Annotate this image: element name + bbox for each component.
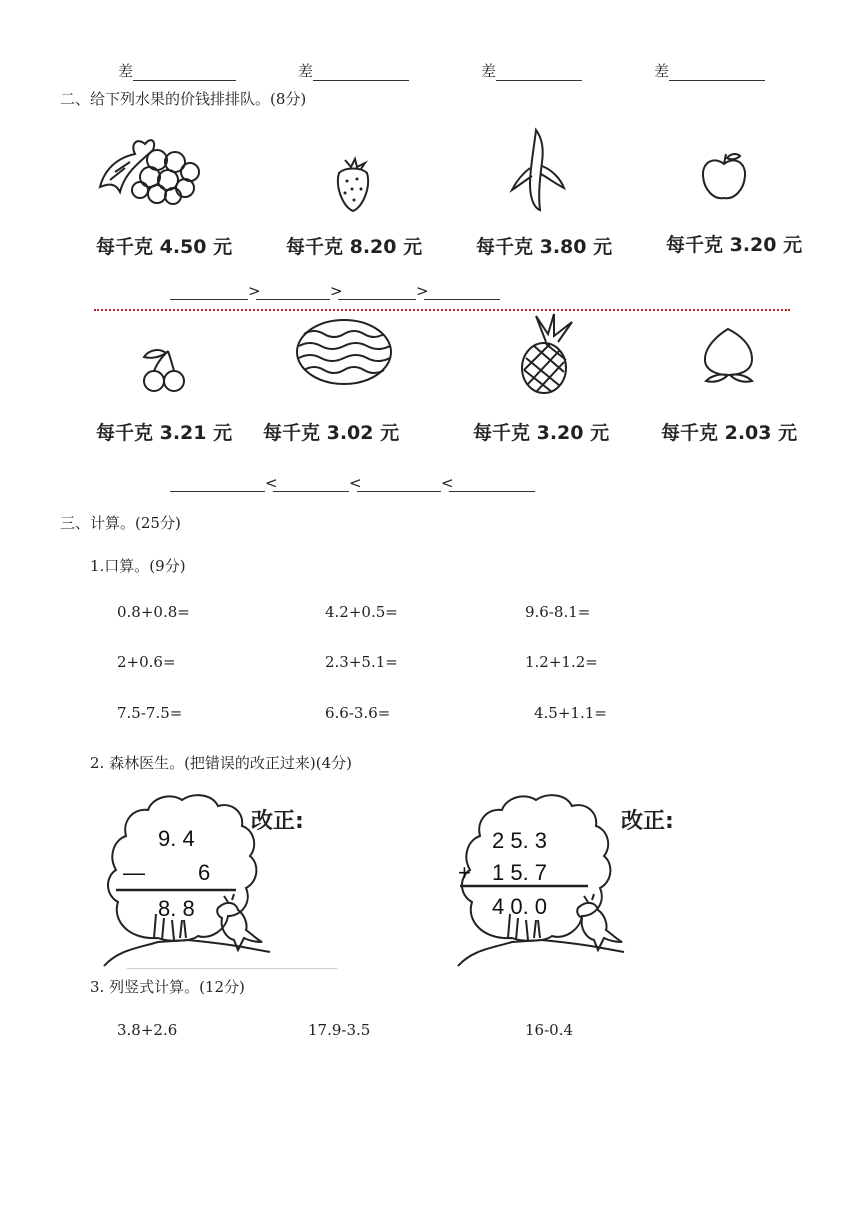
pineapple-icon	[516, 314, 578, 394]
strawberry-icon	[333, 155, 373, 213]
mental-math-item: 0.8+0.8=	[117, 603, 190, 621]
answer-blank[interactable]	[338, 281, 416, 300]
answer-blank[interactable]	[133, 63, 236, 81]
answer-blank[interactable]	[313, 63, 409, 81]
apple-icon	[700, 150, 748, 202]
answer-blank[interactable]	[424, 281, 500, 300]
tree-operator: —	[123, 860, 145, 885]
tree-number: 8. 8	[158, 896, 195, 921]
watermelon-icon	[294, 318, 394, 386]
mental-math-item: 1.2+1.2=	[525, 653, 598, 671]
diff-label: 差	[298, 62, 314, 80]
mental-math-item: 4.5+1.1=	[534, 704, 607, 722]
correction-label: 改正:	[251, 809, 304, 834]
diff-blank-2	[298, 60, 409, 81]
less-than-symbol: <	[349, 474, 362, 492]
price-label: 每千克 3.02 元	[263, 422, 400, 444]
diff-label: 差	[118, 62, 134, 80]
answer-blank[interactable]	[496, 63, 582, 81]
price-label: 每千克 3.80 元	[476, 236, 613, 258]
diff-blank-1	[118, 60, 236, 81]
cherry-icon	[138, 345, 190, 393]
mental-math-item: 6.6-3.6=	[325, 704, 391, 722]
greater-than-symbol: >	[416, 282, 429, 300]
grapes-icon	[95, 132, 205, 207]
tree-number: 9. 4	[158, 826, 195, 851]
part3-title: 3. 列竖式计算。(12分)	[90, 978, 245, 996]
section3-title: 三、计算。(25分)	[60, 514, 181, 532]
vertical-calc-item: 3.8+2.6	[117, 1021, 178, 1039]
tree-operator: +	[458, 860, 471, 885]
diff-label: 差	[481, 62, 497, 80]
answer-blank[interactable]	[170, 281, 248, 300]
diff-blank-3	[481, 60, 582, 81]
diff-blank-4	[654, 60, 765, 81]
price-label: 每千克 3.20 元	[666, 234, 803, 256]
part1-title: 1.口算。(9分)	[90, 557, 186, 575]
correction-label: 改正:	[621, 809, 674, 834]
tree-number: 4 0. 0	[492, 894, 548, 919]
part2-title: 2. 森林医生。(把错误的改正过来)(4分)	[90, 754, 353, 772]
answer-blank[interactable]	[357, 473, 441, 492]
mental-math-item: 2.3+5.1=	[325, 653, 398, 671]
section-divider	[94, 309, 790, 311]
mental-math-item: 4.2+0.5=	[325, 603, 398, 621]
peach-icon	[700, 325, 758, 385]
mental-math-item: 7.5-7.5=	[117, 704, 183, 722]
answer-blank[interactable]	[256, 281, 330, 300]
answer-blank[interactable]	[273, 473, 349, 492]
section2-title: 二、给下列水果的价钱排排队。(8分)	[60, 90, 307, 108]
price-label: 每千克 3.21 元	[96, 422, 233, 444]
mental-math-item: 9.6-8.1=	[525, 603, 591, 621]
vertical-calc-item: 16-0.4	[525, 1021, 574, 1039]
tree-number: 6	[198, 860, 211, 885]
caption-rule	[127, 968, 337, 969]
price-label: 每千克 4.50 元	[96, 236, 233, 258]
answer-blank[interactable]	[170, 473, 265, 492]
mental-math-item: 2+0.6=	[117, 653, 176, 671]
tree-number: 1 5. 7	[492, 860, 548, 885]
ordering-row-1	[170, 281, 500, 300]
answer-blank[interactable]	[669, 63, 765, 81]
greater-than-symbol: >	[248, 282, 261, 300]
price-label: 每千克 2.03 元	[661, 422, 798, 444]
less-than-symbol: <	[441, 474, 454, 492]
price-label: 每千克 3.20 元	[473, 422, 610, 444]
banana-icon	[508, 128, 568, 214]
vertical-calc-item: 17.9-3.5	[308, 1021, 371, 1039]
greater-than-symbol: >	[330, 282, 343, 300]
tree-number: 2 5. 3	[492, 828, 548, 853]
answer-blank[interactable]	[449, 473, 535, 492]
ordering-row-2	[170, 473, 535, 492]
diff-label: 差	[654, 62, 670, 80]
less-than-symbol: <	[265, 474, 278, 492]
price-label: 每千克 8.20 元	[286, 236, 423, 258]
